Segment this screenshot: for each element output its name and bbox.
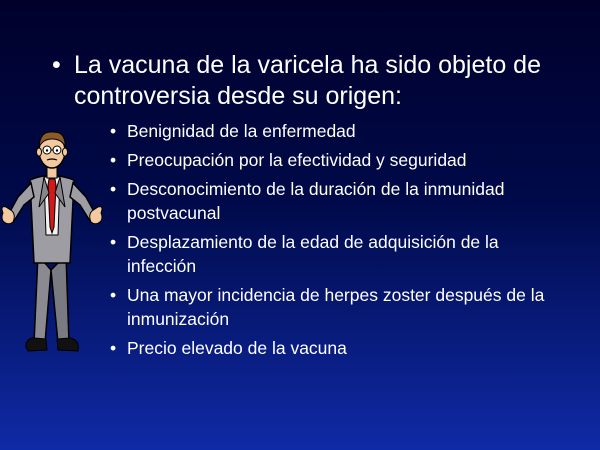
- sub-bullet-text: Desconocimiento de la duración de la inmunidad postvacunal: [127, 179, 505, 223]
- bullet-dot: •: [110, 285, 117, 305]
- bullet-dot: •: [52, 51, 61, 79]
- sub-bullet-text: Preocupación por la efectividad y seguridad: [127, 150, 467, 170]
- sub-bullet-text: Benignidad de la enfermedad: [127, 121, 356, 141]
- main-bullet: [52, 50, 572, 112]
- bullet-dot: •: [110, 150, 117, 170]
- bullet-dot: •: [110, 121, 117, 141]
- main-bullet-text: La vacuna de la varicela ha sido objeto de controversia desde su origen:: [74, 51, 541, 110]
- sub-bullet-text: Precio elevado de la vacuna: [127, 338, 347, 358]
- bullet-dot: •: [110, 179, 117, 199]
- sub-bullet: [110, 230, 550, 278]
- sub-bullet: [110, 336, 550, 360]
- sub-bullet: [110, 283, 550, 331]
- sub-bullet: [110, 148, 550, 172]
- sub-bullet-text: Desplazamiento de la edad de adquisición de la infección: [127, 232, 499, 276]
- sub-bullet: [110, 177, 550, 225]
- bullet-dot: •: [110, 232, 117, 252]
- bullet-dot: •: [110, 338, 117, 358]
- shrugging-man-icon: [0, 125, 105, 365]
- sub-bullet-text: Una mayor incidencia de herpes zoster después de la inmunización: [127, 285, 545, 329]
- sub-bullet-list: [110, 119, 550, 365]
- sub-bullet: [110, 119, 550, 143]
